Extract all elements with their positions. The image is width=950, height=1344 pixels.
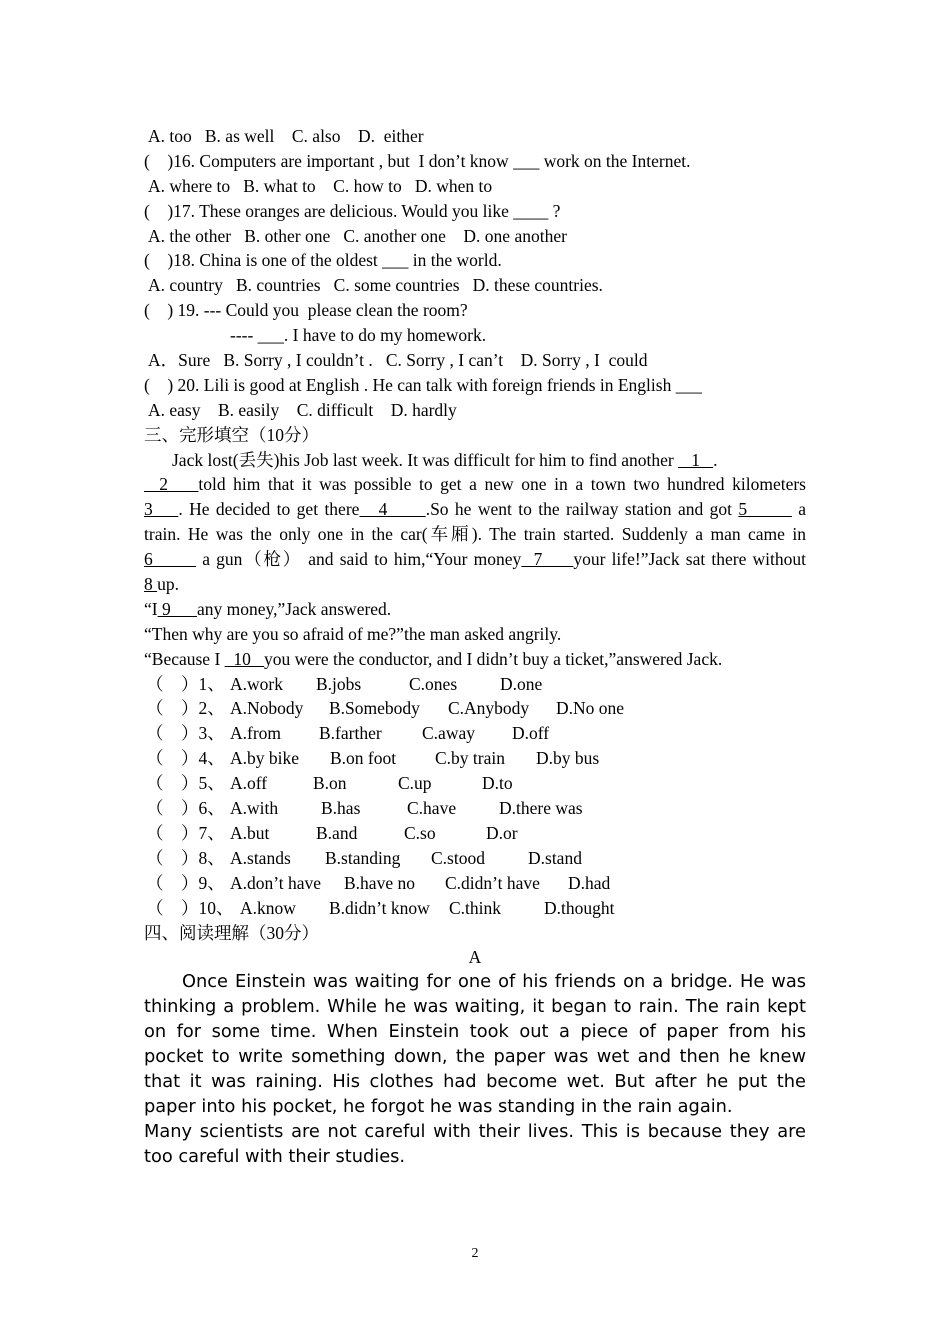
question-17: ( )17. These oranges are delicious. Would you like ____ ?	[144, 200, 561, 221]
question-19: ( ) 19. --- Could you please clean the room?	[144, 300, 468, 321]
blank-3: 3	[144, 499, 179, 520]
cloze-text: .	[713, 449, 718, 470]
blank-6: 6	[144, 549, 197, 570]
option-a: A.work	[230, 673, 283, 694]
section-heading-cloze: 三、完形填空（10分）	[144, 424, 319, 445]
option-d: D.or	[486, 822, 518, 843]
cloze-line	[144, 497, 806, 522]
option-c: C.away	[422, 723, 475, 744]
question-18: ( )18. China is one of the oldest ___ in the world.	[144, 250, 502, 271]
page-number: 2	[471, 1246, 479, 1261]
blank-5: 5	[738, 499, 792, 520]
option-a: A.by bike	[230, 748, 300, 769]
cloze-line: “Then why are you so afraid of me?”the man asked angrily.	[144, 623, 562, 644]
blank-2: 2	[144, 474, 199, 495]
option-c: C.up	[398, 773, 432, 794]
cloze-option-row	[144, 896, 806, 921]
option-c: C.didn’t have	[445, 872, 540, 893]
option-b: B.didn’t know	[329, 897, 430, 918]
question-20: ( ) 20. Lili is good at English . He can talk with foreign friends in English ___	[144, 374, 702, 395]
option-b: B.on foot	[330, 748, 397, 769]
cloze-text: .So he went to the railway station and got	[425, 499, 739, 520]
option-b: B.and	[316, 822, 358, 843]
option-number: （ ）5、	[146, 773, 225, 794]
cloze-line	[144, 448, 806, 473]
cloze-option-row	[144, 871, 806, 896]
option-c: C.so	[404, 822, 436, 843]
cloze-passage	[144, 448, 806, 672]
blank-4: 4	[359, 499, 426, 520]
option-d: D.there was	[499, 798, 583, 819]
option-c: C.think	[449, 897, 502, 918]
cloze-line	[144, 647, 806, 672]
cloze-text: up.	[157, 574, 179, 595]
options-line: A. the other B. other one C. another one D. one another	[148, 225, 567, 246]
option-number: （ ）6、	[146, 798, 225, 819]
option-c: C.Anybody	[448, 698, 530, 719]
option-d: D.to	[482, 773, 513, 794]
reading-paragraph: Once Einstein was waiting for one of his friends on a bridge. He was thinking a problem. While he was waiting, it began to rain. The rain kept on for some time. When Einstein took out a piece of paper from his pocket to write something down, the paper was wet and then he knew that it was raining. His clothes had become wet. But after he put the paper into his pocket, he forgot he was standing in the rain again.	[144, 971, 806, 1117]
blank-7: 7	[521, 549, 574, 570]
option-d: D.thought	[544, 897, 615, 918]
option-d: D.had	[568, 872, 611, 893]
multiple-choice-section	[144, 124, 806, 423]
cloze-option-row	[144, 821, 806, 846]
cloze-options-list	[144, 672, 806, 921]
section-heading-reading: 四、阅读理解（30分）	[144, 922, 319, 943]
blank-9: 9	[157, 598, 197, 619]
options-line: A. too B. as well C. also D. either	[148, 126, 424, 146]
option-a: A.know	[240, 897, 296, 918]
cloze-option-row	[144, 771, 806, 796]
cloze-option-row	[144, 846, 806, 871]
option-d: D.No one	[556, 698, 625, 719]
cloze-line	[144, 472, 806, 497]
cloze-option-row	[144, 796, 806, 821]
cloze-option-row	[144, 672, 806, 697]
reading-paragraph: Many scientists are not careful with their lives. This is because they are too careful with their studies.	[144, 1120, 806, 1167]
option-d: D.by bus	[536, 748, 600, 769]
option-d: D.one	[500, 673, 543, 694]
option-a: A.don’t have	[230, 872, 322, 893]
cloze-option-row	[144, 721, 806, 746]
option-number: （ ）1、	[146, 673, 225, 694]
cloze-text: told him that it was possible to get a new one in a town two hundred kilometers	[198, 474, 806, 495]
blank-10: 10	[224, 648, 265, 669]
options-line: A．Sure B. Sorry , I couldn’t . C. Sorry , I can’t D. Sorry , I could	[148, 350, 648, 371]
option-d: D.stand	[528, 847, 582, 868]
cloze-line: train. He was the only one in the car(车厢). The train started. Suddenly a man came in	[144, 524, 806, 545]
option-b: B.on	[313, 773, 347, 794]
option-a: A.with	[230, 798, 279, 819]
option-a: A.from	[230, 723, 282, 744]
question-16: ( )16. Computers are important , but I don’t know ___ work on the Internet.	[144, 150, 691, 171]
cloze-text: Jack lost(丢失)his Job last week. It was difficult for him to find another	[172, 449, 679, 470]
option-c: C.by train	[435, 748, 505, 769]
options-line: A. country B. countries C. some countries D. these countries.	[148, 275, 603, 296]
blank-8: 8	[144, 574, 158, 595]
cloze-line	[144, 547, 806, 572]
cloze-option-row	[144, 696, 806, 721]
option-b: B.jobs	[316, 673, 362, 694]
option-number: （ ）4、	[146, 748, 225, 769]
cloze-text: . He decided to get there	[178, 499, 360, 520]
option-number: （ ）3、	[146, 723, 225, 744]
cloze-option-row	[144, 746, 806, 771]
cloze-line	[144, 597, 806, 622]
option-number: （ ）2、	[146, 698, 225, 719]
option-number: （ ）9、	[146, 872, 225, 893]
option-b: B.standing	[325, 847, 401, 868]
option-c: C.ones	[409, 673, 458, 694]
option-a: A.off	[230, 773, 268, 794]
option-d: D.off	[512, 723, 550, 744]
exam-page	[144, 124, 806, 1170]
blank-1: 1	[678, 449, 714, 470]
option-number: （ ）10、	[146, 897, 234, 918]
dialogue-reply: ---- ___. I have to do my homework.	[230, 325, 487, 346]
cloze-text: “I	[144, 598, 158, 619]
cloze-text: your life!”Jack sat there without	[573, 549, 807, 570]
option-b: B.Somebody	[329, 698, 420, 719]
options-line: A. where to B. what to C. how to D. when to	[148, 175, 493, 196]
option-c: C.stood	[431, 847, 485, 868]
cloze-text: you were the conductor, and I didn’t buy a ticket,”answered Jack.	[264, 648, 723, 669]
option-a: A.stands	[230, 847, 291, 868]
cloze-text: a	[791, 499, 807, 520]
option-b: B.has	[321, 798, 361, 819]
cloze-line	[144, 572, 806, 597]
options-line: A. easy B. easily C. difficult D. hardly	[148, 399, 457, 420]
option-a: A.Nobody	[230, 698, 304, 719]
option-b: B.farther	[319, 723, 382, 744]
option-number: （ ）7、	[146, 822, 225, 843]
passage-label: A	[468, 947, 482, 968]
option-b: B.have no	[344, 872, 415, 893]
cloze-text: a gun（枪） and said to him,“Your money	[196, 549, 522, 570]
cloze-text: “Because I	[144, 648, 225, 669]
option-a: A.but	[230, 822, 270, 843]
option-c: C.have	[407, 798, 457, 819]
cloze-text: any money,”Jack answered.	[196, 598, 392, 619]
option-number: （ ）8、	[146, 847, 225, 868]
